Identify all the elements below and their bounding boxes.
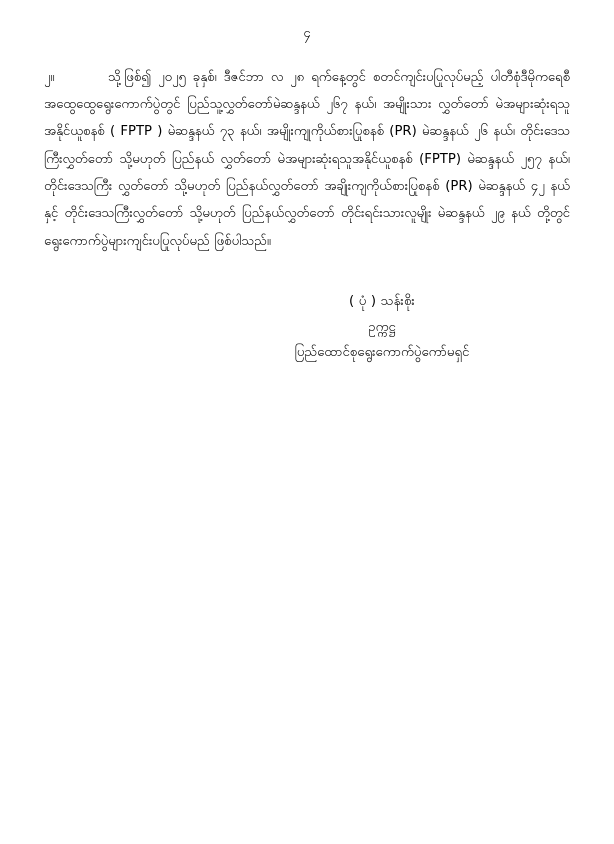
signature-block xyxy=(44,289,570,366)
blank-area xyxy=(44,366,570,766)
paragraph-marker: ၂။ xyxy=(44,69,55,85)
page-number: ၄ xyxy=(303,26,311,41)
signatory-title: ဥက္ကဋ္ဌ xyxy=(368,319,396,335)
signatory-organization: ပြည်ထောင်စုရွေးကောက်ပွဲကော်မရှင် xyxy=(294,345,470,361)
paragraph-text: သို့ဖြစ်၍ ၂၀၂၅ ခုနှစ်၊ ဒီဇင်ဘာ လ ၂၈ ရက်နေ့တွင် စတင်ကျင်းပပြုလုပ်မည့် ပါတီစုံဒီမိုကရေစီအထွေထွေရွေးကောက်ပွဲတွင် ပြည်သူ့လွှတ်တော်မဲဆန္ဒနယ် ၂၆၇ နယ်၊ အမျိုးသား လွှတ်တော် မဲအများဆုံးရသူအနိုင်ယူစနစ် ( FPTP ) မဲဆန္ဒနယ် ၇၃ နယ်၊ အမျိုးကျုကိုယ်စားပြုစနစ် (PR) မဲဆန္ဒနယ် ၂၆ နယ်၊ တိုင်းဒေသကြီးလွှတ်တော် သို့မဟုတ် ပြည်နယ် လွှတ်တော် မဲအများဆုံးရသူအနိုင်ယူစနစ် (FPTP) မဲဆန္ဒနယ် ၂၅၇ နယ်၊ တိုင်းဒေသကြီး လွှတ်တော် သို့မဟုတ် ပြည်နယ်လွှတ်တော် အချိုးကျကိုယ်စားပြုစနစ် (PR) မဲဆန္ဒနယ် ၄၂ နယ်နှင့် တိုင်းဒေသကြီးလွှတ်တော် သို့မဟုတ် ပြည်နယ်လွှတ်တော် တိုင်းရင်းသားလူမျိုး မဲဆန္ဒနယ် ၂၉ နယ် တို့တွင် ရွေးကောက်ပွဲများကျင်းပပြုလုပ်မည် ဖြစ်ပါသည်။ xyxy=(44,69,570,249)
paragraph-2 xyxy=(44,64,570,255)
document-body xyxy=(44,64,570,255)
signatory-name: ( ပုံ ) သန်းစိုး xyxy=(349,293,415,309)
